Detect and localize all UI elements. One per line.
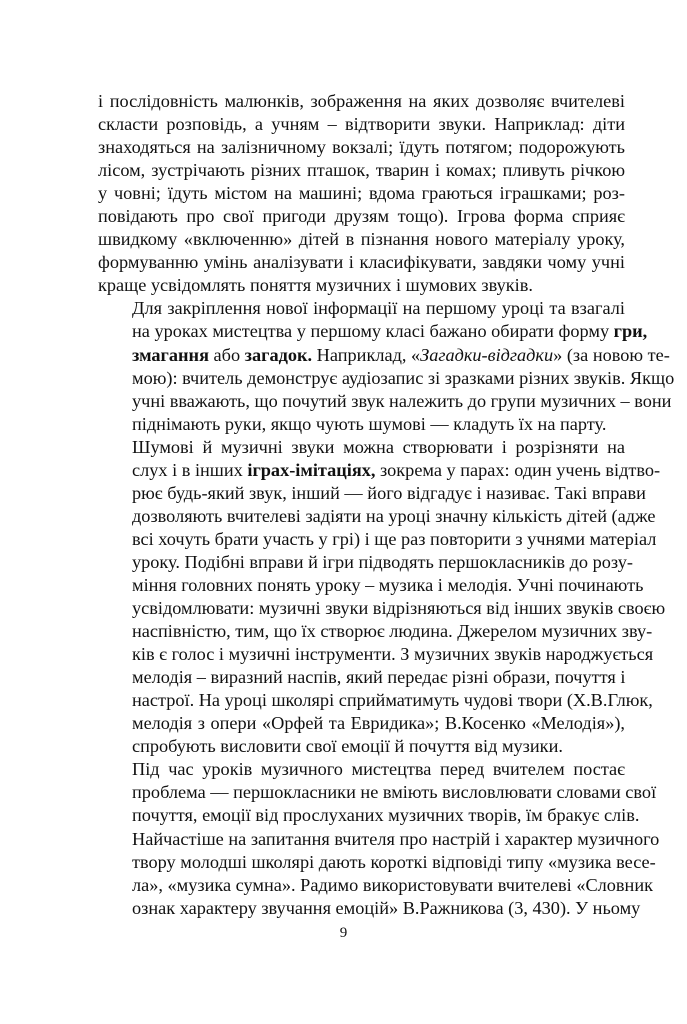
text-line: усвідомлювати: музичні звуки відрізняються від інших звуків своєю [132, 598, 666, 619]
text-line: учні вважають, що почутий звук належить до групи музичних – вони [132, 390, 672, 411]
text-run: зокрема у парах: один учень відтво- [375, 459, 661, 480]
text-line: дозволяють вчителеві задіяти на уроці значну кількість дітей (адже [132, 505, 656, 526]
text-run: » (за новою те- [553, 344, 670, 365]
paragraph-3 [98, 436, 666, 759]
bold-term-imitation-games: іграх-імітаціях, [247, 459, 376, 480]
text-line: повідають про свої пригоди друзям тощо). Ігрова форма сприяє [98, 206, 625, 227]
text-run: Наприклад, « [312, 344, 421, 365]
bold-term-riddles: загадок. [244, 344, 313, 365]
text-line: ла», «музика сумна». Радимо використовувати вчителеві «Словник [132, 874, 653, 895]
text-line: скласти розповідь, а учням – відтворити звуки. Наприклад: діти [98, 114, 625, 135]
text-line: Для закріплення нової інформації на першому уроці та взагалі [132, 298, 625, 319]
text-line: мелодія з опери «Орфей та Евридика»; В.Косенко «Мелодія»), [132, 713, 625, 734]
text-line: настрої. На уроці школярі сприйматимуть чудові твори (Х.В.Глюк, [132, 690, 653, 711]
text-line: Під час уроків музичного мистецтва перед вчителем постає [132, 759, 625, 780]
text-line: Шумові й музичні звуки можна створювати і розрізняти на [132, 436, 625, 457]
text-line: лісом, зустрічають різних пташок, тварин і комах; пливуть річкою [98, 160, 625, 181]
text-line: проблема — першокласники не вміють висловлювати словами свої [132, 782, 657, 803]
text-line: спробують висловити свої емоції й почуття від музики. [132, 736, 563, 757]
text-line: швидкому «включенню» дітей в пізнання нового матеріалу уроку, [98, 229, 625, 250]
text-line: у човні; їдуть містом на машині; вдома граються іграшками; роз- [98, 183, 625, 204]
text-line: всі хочуть брати участь у грі) і ще раз повторити з учнями матеріал [132, 528, 657, 549]
text-line: ознак характеру звучання емоцій» В.Ражникова (3, 430). У ньому [132, 897, 641, 918]
text-line [98, 459, 661, 482]
text-line: піднімають руки, якщо чують шумові — кладуть їх на парту. [132, 413, 607, 434]
text-line: формуванню умінь аналізувати і класифікувати, завдяки чому учні [98, 252, 625, 273]
bold-term-games: гри, [613, 321, 648, 342]
text-run: слух і в інших [132, 459, 248, 480]
text-line: краще усвідомлять поняття музичних і шумових звуків. [98, 275, 533, 296]
text-line: і послідовність малюнків, зображення на яких дозволяє вчителеві [98, 91, 625, 111]
text-line: уроку. Подібні вправи й ігри підводять першокласників до розу- [132, 551, 633, 572]
text-line: ків є голос і музичні інструменти. З музичних звуків народжується [132, 644, 654, 665]
page-number: 9 [339, 925, 348, 941]
text-line: наспівністю, тим, що їх створює людина. Джерелом музичних зву- [132, 621, 653, 642]
text-line: мою): вчитель демонструє аудіозапис зі зразками різних звуків. Якщо [132, 367, 675, 388]
text-line: знаходяться на залізничному вокзалі; їдуть потягом; подорожують [98, 137, 625, 158]
paragraph-2 [98, 297, 675, 435]
text-line: рює будь-який звук, інший — його відгадує і називає. Такі вправи [132, 482, 646, 503]
text-line: міння головних понять уроку – музика і мелодія. Учні починають [132, 574, 644, 595]
body-text [98, 90, 675, 920]
text-line [98, 320, 648, 343]
text-line: твору молодші школярі дають короткі відповіді типу «музика весе- [132, 851, 656, 872]
paragraph-1 [98, 90, 625, 297]
text-line [98, 344, 670, 367]
paragraph-4 [98, 758, 660, 919]
text-run: на уроках мистецтва у першому класі бажано обирати форму [132, 321, 614, 342]
bold-term-competition: змагання [132, 344, 209, 365]
text-run: або [208, 344, 245, 365]
text-line: почуття, емоції від прослуханих музичних творів, їм бракує слів. [132, 805, 640, 826]
text-line: мелодія – виразний наспів, який передає різні образи, почуття і [132, 667, 626, 688]
text-line: Найчастіше на запитання вчителя про настрій і характер музичного [132, 828, 660, 849]
italic-game-title: Загадки-відгадки [420, 344, 554, 365]
